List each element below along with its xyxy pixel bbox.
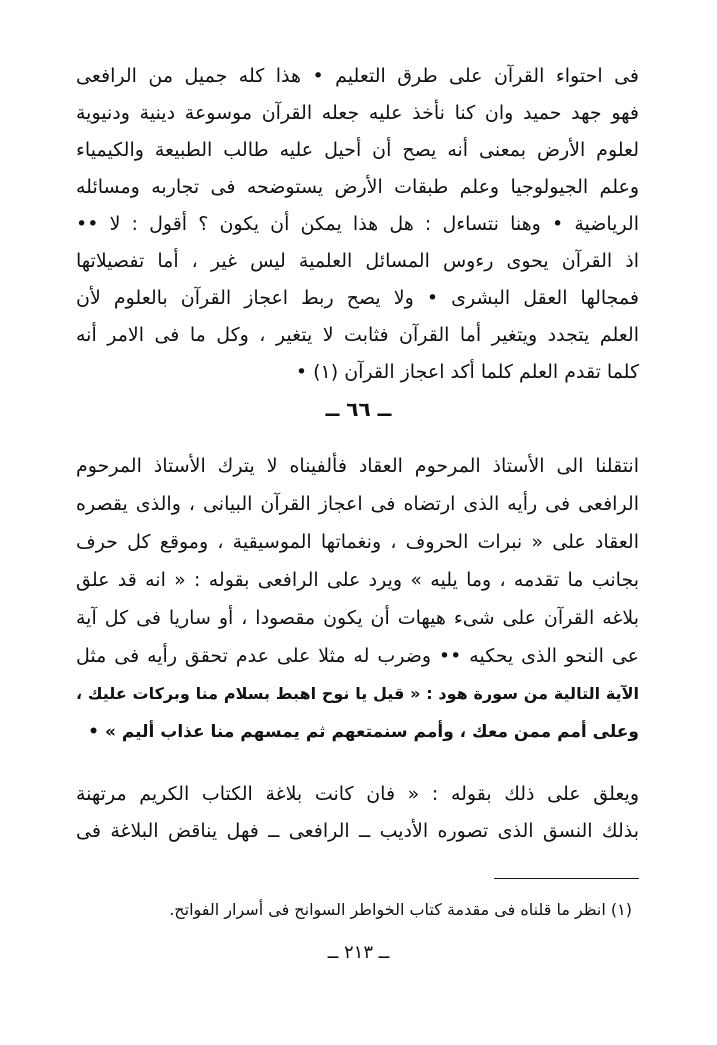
quoted-verse-line: وعلى أمم ممن معك ، وأمم سنمتعهم ثم يمسهم منا عذاب أليم » • <box>88 722 639 742</box>
section-number: ــ ٦٦ ــ <box>325 397 392 421</box>
text-line: وعلم الجيولوجيا وعلم طبقات الأرض يستوضحه فى تجاربه ومسائله <box>76 176 639 198</box>
text-line: فهو جهد حميد وان كنا نأخذ عليه جعله القرآن موسوعة دينية ودنيوية <box>76 102 639 124</box>
text-line: بذلك النسق الذى تصوره الأديب ــ الرافعى ــ فهل يناقض البلاغة فى <box>76 820 639 842</box>
text-line: الرافعى فى رأيه الذى ارتضاه فى اعجاز القرآن البيانى ، والذى يقصره <box>76 493 639 515</box>
quoted-verse-line: الآية التالية من سورة هود : « قيل يا نوح اهبط بسلام منا وبركات عليك ، <box>76 684 639 703</box>
page-number: ــ ٢١٣ ــ <box>327 942 390 963</box>
text-line: بلاغه القرآن على شىء هيهات أن يكون مقصودا ، أو ساريا فى كل آية <box>76 607 639 629</box>
text-line: العقاد على « نبرات الحروف ، ونغماتها الموسيقية ، وموقع كل حرف <box>76 531 639 553</box>
text-line: لعلوم الأرض بمعنى أنه يصح أن أحيل عليه طالب الطبيعة والكيمياء <box>76 139 639 161</box>
text-line: انتقلنا الى الأستاذ المرحوم العقاد فألفيناه لا يترك الأستاذ المرحوم <box>76 455 639 477</box>
text-line: ويعلق على ذلك بقوله : « فان كانت بلاغة الكتاب الكريم مرتهنة <box>76 783 639 805</box>
text-line: عى النحو الذى يحكيه •• وضرب له مثلا على عدم تحقق رأيه فى مثل <box>76 645 639 667</box>
text-line: فمجالها العقل البشرى • ولا يصح ربط اعجاز القرآن بالعلوم لأن <box>76 287 639 309</box>
footnote-divider <box>494 878 639 879</box>
text-line: كلما تقدم العلم كلما أكد اعجاز القرآن (١) • <box>295 361 639 383</box>
text-line: اذ القرآن يحوى رءوس المسائل العلمية ليس غير ، أما تفصيلاتها <box>76 250 639 272</box>
text-line: العلم يتجدد ويتغير أما القرآن فثابت لا يتغير ، وكل ما فى الامر أنه <box>76 324 639 346</box>
text-line: فى احتواء القرآن على طرق التعليم • هذا كله جميل من الرافعى <box>76 65 639 87</box>
text-line: الرياضية • وهنا نتساءل : هل هذا يمكن أن يكون ؟ أقول : لا •• <box>76 213 639 235</box>
footnote: (١) انظر ما قلناه فى مقدمة كتاب الخواطر السوانح فى أسرار الفواتح. <box>169 900 632 919</box>
text-line: بجانب ما تقدمه ، وما يليه » ويرد على الرافعى بقوله : « انه قد علق <box>76 569 639 591</box>
